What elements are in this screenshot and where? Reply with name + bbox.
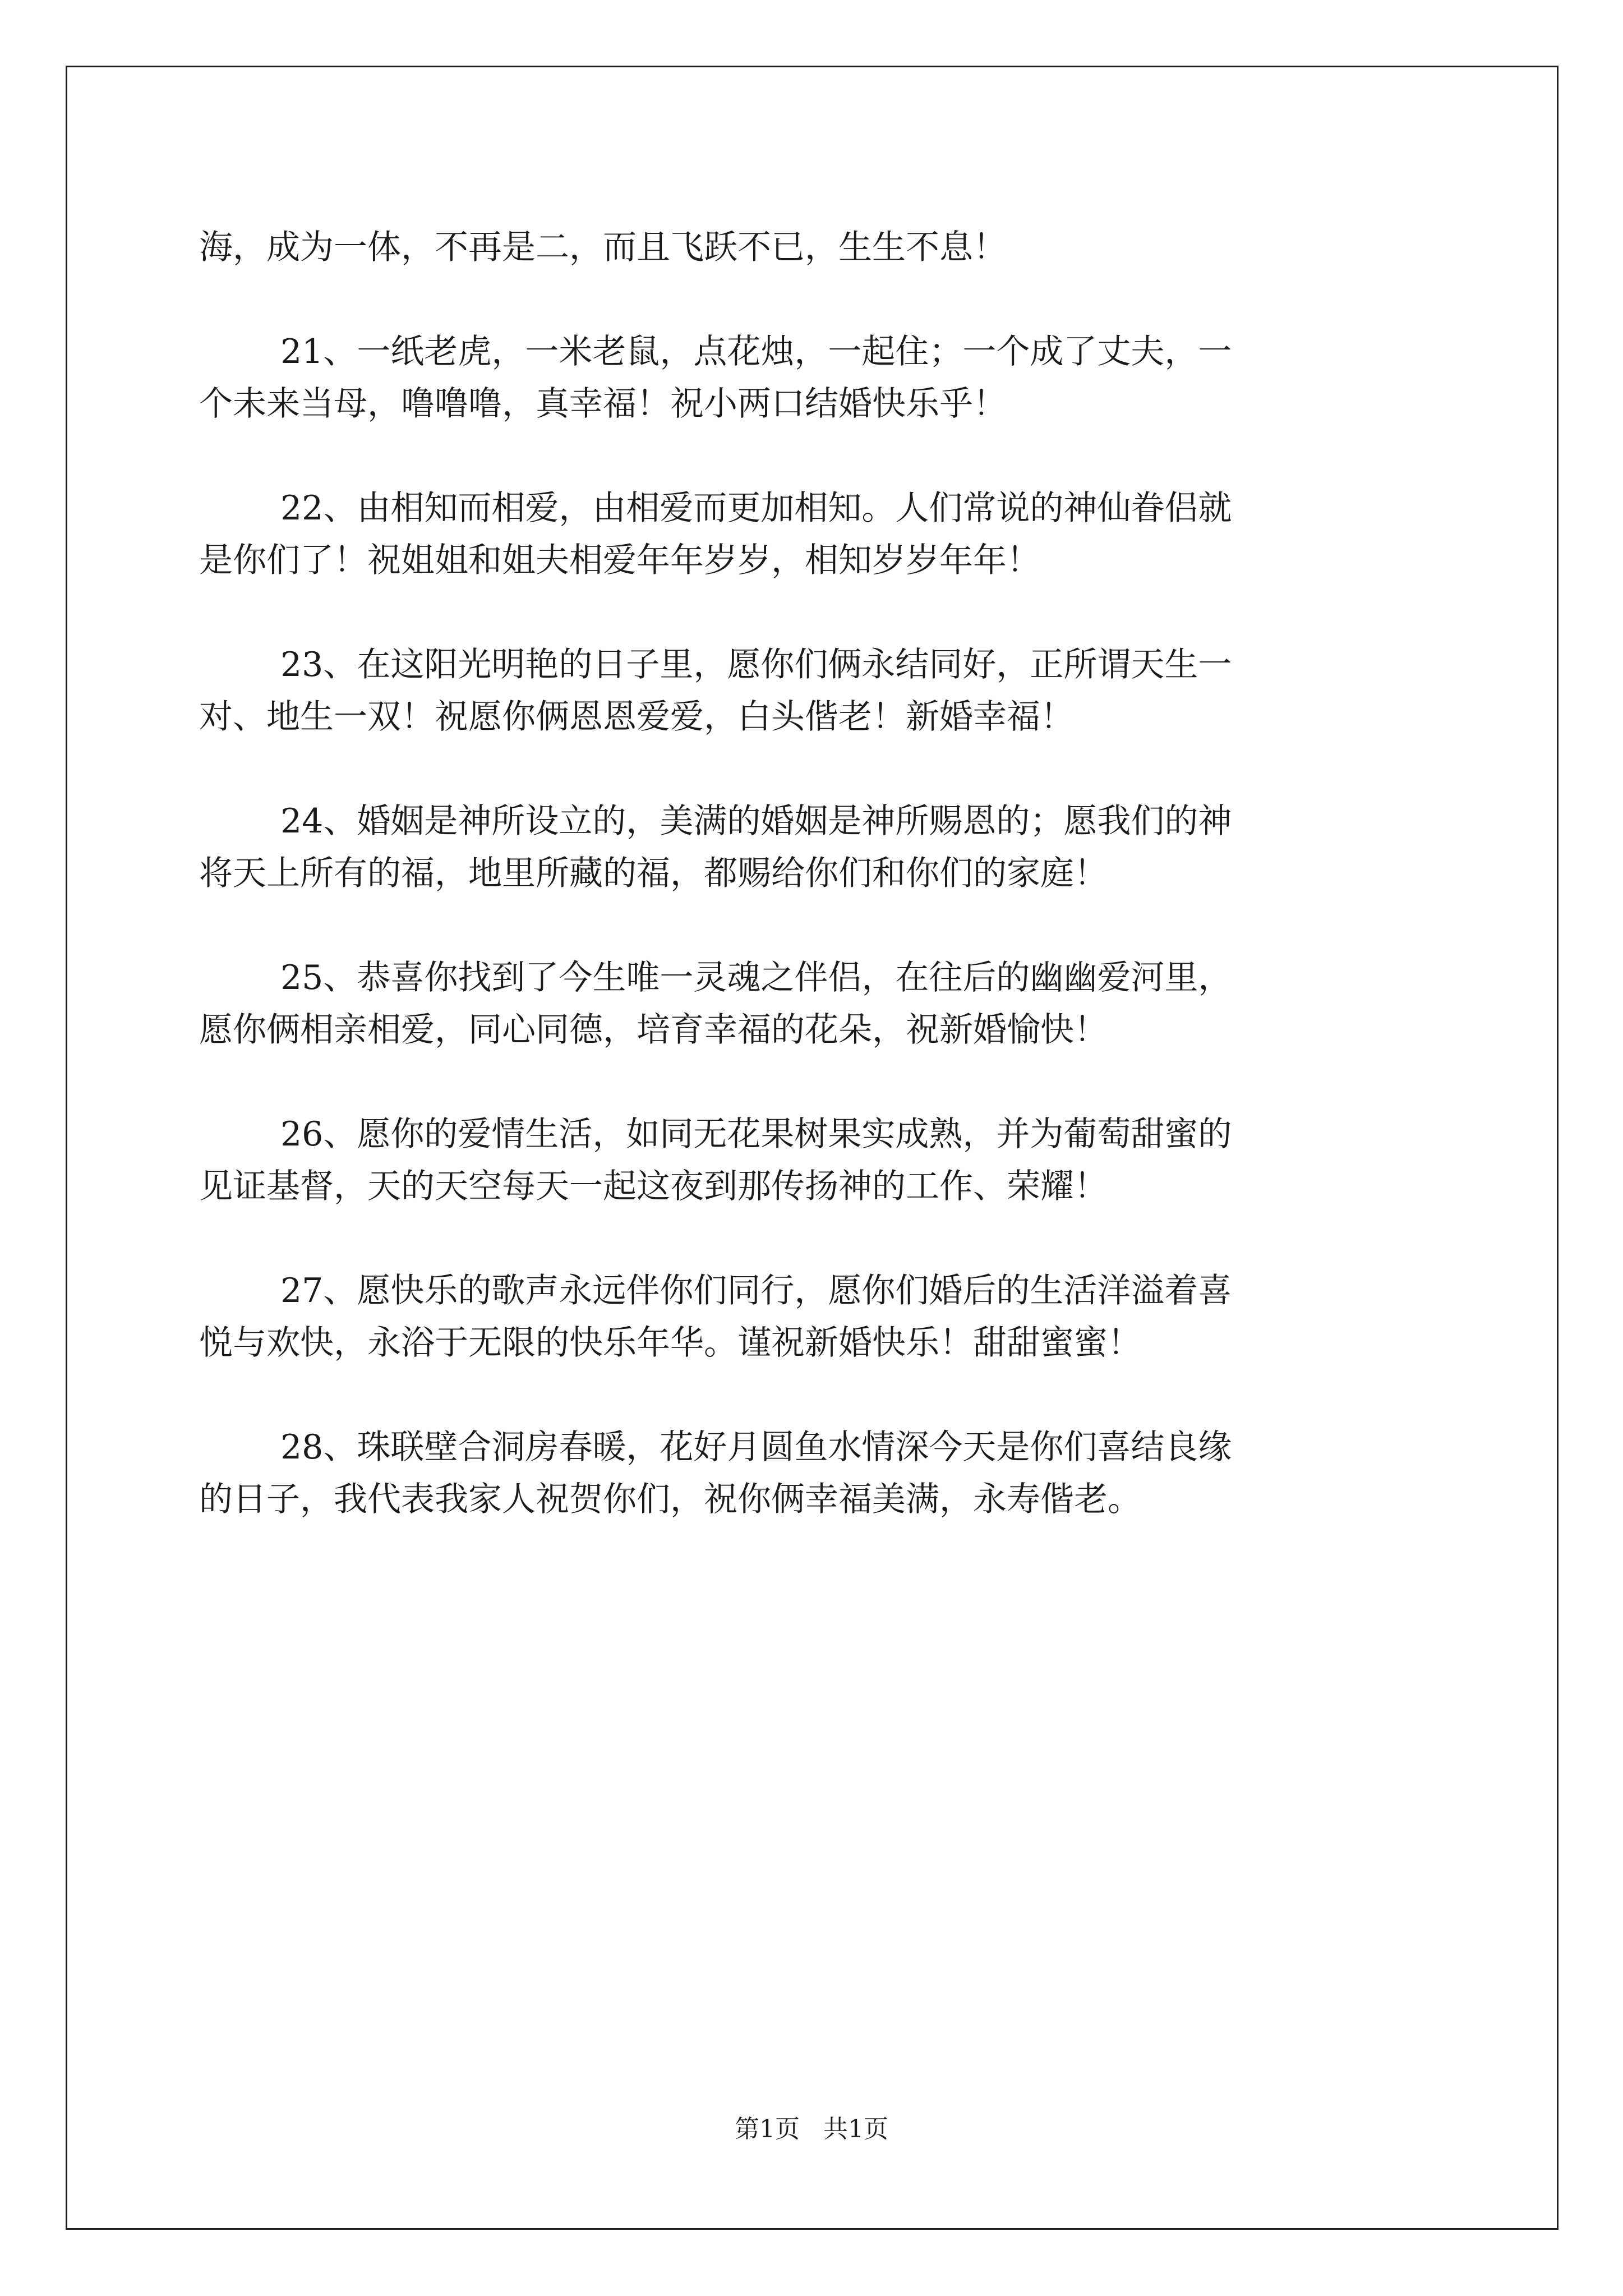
text-line: 25、恭喜你找到了今生唯一灵魂之伴侣，在往后的幽幽爱河里， bbox=[280, 958, 1232, 997]
text-line: 23、在这阳光明艳的日子里，愿你们俩永结同好，正所谓天生一 bbox=[280, 645, 1232, 684]
text-line: 28、珠联壁合洞房春暖，花好月圆鱼水情深今天是你们喜结良缘 bbox=[280, 1428, 1232, 1467]
text-line: 是你们了！祝姐姐和姐夫相爱年年岁岁，相知岁岁年年！ bbox=[199, 541, 1040, 580]
paragraph-26 bbox=[199, 1108, 1436, 1213]
paragraph-continuation bbox=[199, 222, 1436, 274]
text-line: 愿你俩相亲相爱，同心同德，培育幸福的花朵，祝新婚愉快！ bbox=[199, 1010, 1108, 1050]
text-line: 22、由相知而相爱，由相爱而更加相知。人们常说的神仙眷侣就 bbox=[280, 489, 1232, 528]
text-line: 27、愿快乐的歌声永远伴你们同行，愿你们婚后的生活洋溢着喜 bbox=[280, 1271, 1232, 1310]
text-line: 21、一纸老虎，一米老鼠，点花烛，一起住；一个成了丈夫，一 bbox=[280, 332, 1232, 371]
paragraph-25 bbox=[199, 952, 1436, 1056]
paragraph-22 bbox=[199, 482, 1436, 587]
paragraph-24 bbox=[199, 795, 1436, 900]
paragraph-23 bbox=[199, 639, 1436, 743]
text-line: 将天上所有的福，地里所藏的福，都赐给你们和你们的家庭！ bbox=[199, 854, 1108, 893]
text-line: 对、地生一双！祝愿你俩恩恩爱爱，白头偕老！新婚幸福！ bbox=[199, 697, 1074, 737]
text-line: 24、婚姻是神所设立的，美满的婚姻是神所赐恩的；愿我们的神 bbox=[280, 802, 1232, 841]
paragraph-21 bbox=[199, 326, 1436, 430]
page-number-footer: 第1页 共1页 bbox=[735, 2115, 888, 2143]
text-line: 个未来当母，噜噜噜，真幸福！祝小两口结婚快乐乎！ bbox=[199, 384, 1007, 424]
text-line: 见证基督，天的天空每天一起这夜到那传扬神的工作、荣耀！ bbox=[199, 1167, 1108, 1206]
text-line: 悦与欢快，永浴于无限的快乐年华。谨祝新婚快乐！甜甜蜜蜜！ bbox=[199, 1323, 1141, 1363]
paragraph-27 bbox=[199, 1265, 1436, 1369]
text-line: 的日子，我代表我家人祝贺你们，祝你俩幸福美满，永寿偕老。 bbox=[199, 1480, 1141, 1519]
paragraph-28 bbox=[199, 1421, 1436, 1526]
text-line: 海，成为一体，不再是二，而且飞跃不已，生生不息！ bbox=[199, 228, 1007, 267]
text-line: 26、愿你的爱情生活，如同无花果树果实成熟，并为葡萄甜蜜的 bbox=[280, 1115, 1232, 1154]
document-body bbox=[199, 222, 1436, 1578]
